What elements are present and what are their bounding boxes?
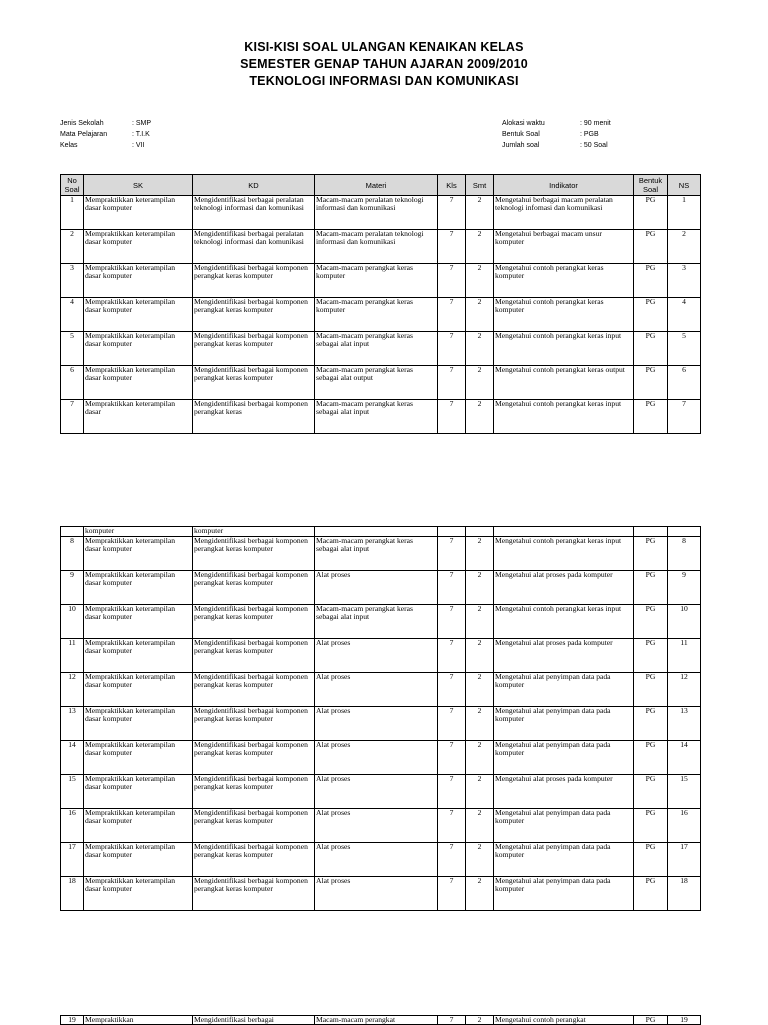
table-row <box>61 264 701 298</box>
cell-bentuk: PG <box>634 298 668 332</box>
kisi-table-page-2 <box>60 526 701 911</box>
cell-kls: 7 <box>438 298 466 332</box>
meta-row <box>60 118 151 129</box>
cell-no: 2 <box>61 230 84 264</box>
table-row <box>61 230 701 264</box>
cell-indikator: Mengetahui alat penyimpan data pada komputer <box>494 741 634 775</box>
cell-kd: komputer <box>193 527 315 537</box>
cell-ns: 18 <box>668 877 701 911</box>
cell-indikator: Mengetahui alat proses pada komputer <box>494 571 634 605</box>
document-title-line-3: TEKNOLOGI INFORMASI DAN KOMUNIKASI <box>249 74 519 88</box>
cell-bentuk: PG <box>634 843 668 877</box>
cell-ns: 15 <box>668 775 701 809</box>
cell-smt: 2 <box>466 332 494 366</box>
meta-value: : PGB <box>580 131 599 138</box>
cell-kls: 7 <box>438 366 466 400</box>
meta-row <box>502 129 611 140</box>
table-header-row <box>61 175 701 196</box>
cell-ns: 6 <box>668 366 701 400</box>
cell-kd: Mengidentifikasi berbagai peralatan teknologi informasi dan komunikasi <box>193 230 315 264</box>
cell-indikator: Mengetahui contoh perangkat keras komputer <box>494 264 634 298</box>
meta-value: : 50 Soal <box>580 142 608 149</box>
cell-indikator: Mengetahui contoh perangkat <box>494 1016 634 1025</box>
cell-ns: 3 <box>668 264 701 298</box>
cell-bentuk: PG <box>634 1016 668 1025</box>
cell-ns: 19 <box>668 1016 701 1025</box>
cell-smt: 2 <box>466 639 494 673</box>
cell-materi: Alat proses <box>315 707 438 741</box>
cell-indikator: Mengetahui alat penyimpan data pada komputer <box>494 707 634 741</box>
cell-indikator: Mengetahui contoh perangkat keras input <box>494 537 634 571</box>
cell-kls: 7 <box>438 639 466 673</box>
cell-sk: Mempraktikkan keterampilan dasar <box>84 400 193 434</box>
meta-label: Kelas <box>60 142 78 149</box>
cell-materi: Alat proses <box>315 843 438 877</box>
cell-no: 9 <box>61 571 84 605</box>
cell-kls: 7 <box>438 571 466 605</box>
table-row <box>61 673 701 707</box>
cell-ns: 5 <box>668 332 701 366</box>
cell-sk: Mempraktikkan keterampilan dasar komputer <box>84 877 193 911</box>
cell-no: 5 <box>61 332 84 366</box>
cell-bentuk: PG <box>634 196 668 230</box>
cell-smt: 2 <box>466 673 494 707</box>
cell-sk: Mempraktikkan keterampilan dasar komputer <box>84 196 193 230</box>
cell-smt: 2 <box>466 809 494 843</box>
cell-indikator: Mengetahui alat penyimpan data pada komputer <box>494 877 634 911</box>
cell-materi: Alat proses <box>315 639 438 673</box>
cell-no: 7 <box>61 400 84 434</box>
table-row <box>61 537 701 571</box>
cell-ns: 11 <box>668 639 701 673</box>
column-header: SK <box>84 175 193 196</box>
cell-sk: Mempraktikkan keterampilan dasar komputer <box>84 332 193 366</box>
cell-sk: Mempraktikkan keterampilan dasar komputer <box>84 775 193 809</box>
cell-materi: Alat proses <box>315 809 438 843</box>
cell-kd: Mengidentifikasi berbagai komponen perangkat keras komputer <box>193 605 315 639</box>
meta-right <box>502 118 611 151</box>
cell-indikator: Mengetahui alat proses pada komputer <box>494 639 634 673</box>
cell-indikator: Mengetahui contoh perangkat keras input <box>494 400 634 434</box>
cell-sk: Mempraktikkan keterampilan dasar komputer <box>84 741 193 775</box>
cell-indikator: Mengetahui alat penyimpan data pada komputer <box>494 673 634 707</box>
cell-bentuk: PG <box>634 264 668 298</box>
cell-no: 10 <box>61 605 84 639</box>
cell-kls: 7 <box>438 775 466 809</box>
cell-sk: Mempraktikkan keterampilan dasar komputer <box>84 809 193 843</box>
cell-bentuk: PG <box>634 332 668 366</box>
meta-left <box>60 118 151 151</box>
cell-kls: 7 <box>438 537 466 571</box>
cell-kls: 7 <box>438 400 466 434</box>
meta-value: : SMP <box>132 120 152 127</box>
cell-materi: Macam-macam perangkat <box>315 1016 438 1025</box>
cell-kd: Mengidentifikasi berbagai komponen perangkat keras komputer <box>193 843 315 877</box>
cell-ns: 14 <box>668 741 701 775</box>
cell-indikator: Mengetahui berbagai macam peralatan teknologi infomasi dan komunikasi <box>494 196 634 230</box>
meta-value: : T.I.K <box>132 131 150 138</box>
cell-kls: 7 <box>438 809 466 843</box>
meta-label: Jenis Sekolah <box>60 120 104 127</box>
cell-ns: 13 <box>668 707 701 741</box>
cell-smt: 2 <box>466 537 494 571</box>
cell-sk: komputer <box>84 527 193 537</box>
cell-sk: Mempraktikkan keterampilan dasar komputer <box>84 298 193 332</box>
meta-row <box>502 118 611 129</box>
column-header: Bentuk Soal <box>634 175 668 196</box>
cell-kls: 7 <box>438 843 466 877</box>
cell-kls: 7 <box>438 741 466 775</box>
cell-kd: Mengidentifikasi berbagai komponen perangkat keras komputer <box>193 775 315 809</box>
cell-materi: Alat proses <box>315 741 438 775</box>
cell-ns: 4 <box>668 298 701 332</box>
cell-smt: 2 <box>466 400 494 434</box>
cell-no: 4 <box>61 298 84 332</box>
cell-bentuk: PG <box>634 673 668 707</box>
column-header: KD <box>193 175 315 196</box>
cell-no: 11 <box>61 639 84 673</box>
column-header: Materi <box>315 175 438 196</box>
cell-smt: 2 <box>466 230 494 264</box>
cell-smt: 2 <box>466 1016 494 1025</box>
cell-no: 14 <box>61 741 84 775</box>
table-row <box>61 775 701 809</box>
cell-no: 8 <box>61 537 84 571</box>
cell-bentuk: PG <box>634 741 668 775</box>
cell-ns: 9 <box>668 571 701 605</box>
cell-materi: Macam-macam peralatan teknologi informasi dan komunikasi <box>315 230 438 264</box>
cell-materi: Macam-macam perangkat keras sebagai alat input <box>315 537 438 571</box>
table-row-continuation <box>61 527 701 537</box>
cell-bentuk: PG <box>634 605 668 639</box>
cell-smt: 2 <box>466 366 494 400</box>
cell-materi: Alat proses <box>315 673 438 707</box>
cell-materi: Macam-macam peralatan teknologi informasi dan komunikasi <box>315 196 438 230</box>
cell-kd: Mengidentifikasi berbagai komponen perangkat keras komputer <box>193 571 315 605</box>
cell-kd: Mengidentifikasi berbagai komponen perangkat keras komputer <box>193 298 315 332</box>
cell-bentuk: PG <box>634 707 668 741</box>
table-row <box>61 366 701 400</box>
column-header: Indikator <box>494 175 634 196</box>
column-header: Smt <box>466 175 494 196</box>
cell-no: 12 <box>61 673 84 707</box>
cell-indikator: Mengetahui contoh perangkat keras input <box>494 332 634 366</box>
cell-indikator: Mengetahui contoh perangkat keras output <box>494 366 634 400</box>
cell-kd: Mengidentifikasi berbagai komponen perangkat keras komputer <box>193 673 315 707</box>
cell-smt: 2 <box>466 196 494 230</box>
cell-ns: 16 <box>668 809 701 843</box>
cell-materi: Macam-macam perangkat keras sebagai alat input <box>315 400 438 434</box>
cell-kls: 7 <box>438 877 466 911</box>
cell-sk: Mempraktikkan keterampilan dasar komputer <box>84 366 193 400</box>
cell-indikator: Mengetahui contoh perangkat keras komputer <box>494 298 634 332</box>
cell-ns: 2 <box>668 230 701 264</box>
table-row <box>61 298 701 332</box>
column-header: No Soal <box>61 175 84 196</box>
cell-sk: Mempraktikkan keterampilan dasar komputer <box>84 843 193 877</box>
cell-sk: Mempraktikkan keterampilan dasar komputer <box>84 537 193 571</box>
cell-kls: 7 <box>438 605 466 639</box>
cell-smt: 2 <box>466 707 494 741</box>
cell-kls: 7 <box>438 332 466 366</box>
table-row <box>61 639 701 673</box>
cell-kls: 7 <box>438 196 466 230</box>
cell-kd: Mengidentifikasi berbagai komponen perangkat keras komputer <box>193 537 315 571</box>
cell-ns: 8 <box>668 537 701 571</box>
cell-no: 6 <box>61 366 84 400</box>
document-title-line-2: SEMESTER GENAP TAHUN AJARAN 2009/2010 <box>240 57 528 71</box>
meta-label: Jumlah soal <box>502 142 540 149</box>
cell-no: 16 <box>61 809 84 843</box>
cell-indikator: Mengetahui contoh perangkat keras input <box>494 605 634 639</box>
cell-indikator: Mengetahui alat penyimpan data pada komputer <box>494 843 634 877</box>
cell-sk: Mempraktikkan keterampilan dasar komputer <box>84 707 193 741</box>
cell-materi: Alat proses <box>315 775 438 809</box>
cell-bentuk: PG <box>634 571 668 605</box>
cell-kd: Mengidentifikasi berbagai komponen perangkat keras komputer <box>193 332 315 366</box>
table-row <box>61 605 701 639</box>
cell-sk: Mempraktikkan keterampilan dasar komputer <box>84 639 193 673</box>
cell-bentuk: PG <box>634 639 668 673</box>
cell-no: 17 <box>61 843 84 877</box>
meta-value: : VII <box>132 142 145 149</box>
cell-smt: 2 <box>466 298 494 332</box>
table-row <box>61 877 701 911</box>
cell-kls: 7 <box>438 707 466 741</box>
cell-smt: 2 <box>466 264 494 298</box>
cell-kd: Mengidentifikasi berbagai peralatan teknologi informasi dan komunikasi <box>193 196 315 230</box>
cell-kd: Mengidentifikasi berbagai <box>193 1016 315 1025</box>
cell-sk: Mempraktikkan keterampilan dasar komputer <box>84 571 193 605</box>
cell-sk: Mempraktikkan keterampilan dasar komputer <box>84 230 193 264</box>
table-row <box>61 1016 701 1025</box>
table-row <box>61 707 701 741</box>
cell-kd: Mengidentifikasi berbagai komponen perangkat keras komputer <box>193 707 315 741</box>
cell-kd: Mengidentifikasi berbagai komponen perangkat keras komputer <box>193 809 315 843</box>
cell-no: 18 <box>61 877 84 911</box>
cell-bentuk: PG <box>634 775 668 809</box>
cell-smt: 2 <box>466 741 494 775</box>
cell-kd: Mengidentifikasi berbagai komponen perangkat keras komputer <box>193 366 315 400</box>
cell-smt: 2 <box>466 605 494 639</box>
cell-sk: Mempraktikkan keterampilan dasar komputer <box>84 605 193 639</box>
meta-value: : 90 menit <box>580 120 611 127</box>
cell-sk: Mempraktikkan keterampilan dasar komputer <box>84 264 193 298</box>
cell-smt: 2 <box>466 877 494 911</box>
cell-kd: Mengidentifikasi berbagai komponen perangkat keras komputer <box>193 877 315 911</box>
cell-materi: Macam-macam perangkat keras komputer <box>315 298 438 332</box>
cell-materi: Alat proses <box>315 877 438 911</box>
cell-kls: 7 <box>438 1016 466 1025</box>
meta-row <box>502 140 611 151</box>
cell-kls: 7 <box>438 673 466 707</box>
cell-ns: 12 <box>668 673 701 707</box>
cell-smt: 2 <box>466 571 494 605</box>
table-row <box>61 196 701 230</box>
cell-bentuk: PG <box>634 537 668 571</box>
cell-bentuk: PG <box>634 400 668 434</box>
table-row <box>61 400 701 434</box>
table-row <box>61 741 701 775</box>
meta-label: Mata Pelajaran <box>60 131 108 138</box>
table-row <box>61 571 701 605</box>
kisi-table-page-1 <box>60 174 701 434</box>
cell-sk: Mempraktikkan keterampilan dasar komputer <box>84 673 193 707</box>
cell-materi: Macam-macam perangkat keras komputer <box>315 264 438 298</box>
cell-kd: Mengidentifikasi berbagai komponen perangkat keras komputer <box>193 264 315 298</box>
cell-materi: Alat proses <box>315 571 438 605</box>
cell-indikator: Mengetahui alat proses pada komputer <box>494 775 634 809</box>
cell-materi: Macam-macam perangkat keras sebagai alat input <box>315 605 438 639</box>
meta-label: Alokasi waktu <box>502 120 545 127</box>
cell-materi: Macam-macam perangkat keras sebagai alat input <box>315 332 438 366</box>
cell-no: 3 <box>61 264 84 298</box>
cell-ns: 17 <box>668 843 701 877</box>
cell-ns: 7 <box>668 400 701 434</box>
column-header: NS <box>668 175 701 196</box>
cell-kd: Mengidentifikasi berbagai komponen perangkat keras komputer <box>193 741 315 775</box>
cell-bentuk: PG <box>634 877 668 911</box>
cell-materi: Macam-macam perangkat keras sebagai alat output <box>315 366 438 400</box>
cell-ns: 1 <box>668 196 701 230</box>
cell-kd: Mengidentifikasi berbagai komponen perangkat keras <box>193 400 315 434</box>
column-header: Kls <box>438 175 466 196</box>
cell-smt: 2 <box>466 775 494 809</box>
meta-label: Bentuk Soal <box>502 131 540 138</box>
cell-sk: Mempraktikkan <box>84 1016 193 1025</box>
cell-bentuk: PG <box>634 366 668 400</box>
table-row <box>61 809 701 843</box>
cell-bentuk: PG <box>634 809 668 843</box>
table-row <box>61 843 701 877</box>
cell-kd: Mengidentifikasi berbagai komponen perangkat keras komputer <box>193 639 315 673</box>
document-title-line-1: KISI-KISI SOAL ULANGAN KENAIKAN KELAS <box>244 40 524 54</box>
cell-bentuk: PG <box>634 230 668 264</box>
cell-no: 1 <box>61 196 84 230</box>
cell-no: 13 <box>61 707 84 741</box>
cell-indikator: Mengetahui berbagai macam unsur komputer <box>494 230 634 264</box>
cell-no: 15 <box>61 775 84 809</box>
cell-indikator: Mengetahui alat penyimpan data pada komputer <box>494 809 634 843</box>
meta-row <box>60 140 151 151</box>
cell-kls: 7 <box>438 264 466 298</box>
meta-row <box>60 129 151 140</box>
cell-ns: 10 <box>668 605 701 639</box>
cell-smt: 2 <box>466 843 494 877</box>
cell-kls: 7 <box>438 230 466 264</box>
table-row <box>61 332 701 366</box>
cell-no: 19 <box>61 1016 84 1025</box>
